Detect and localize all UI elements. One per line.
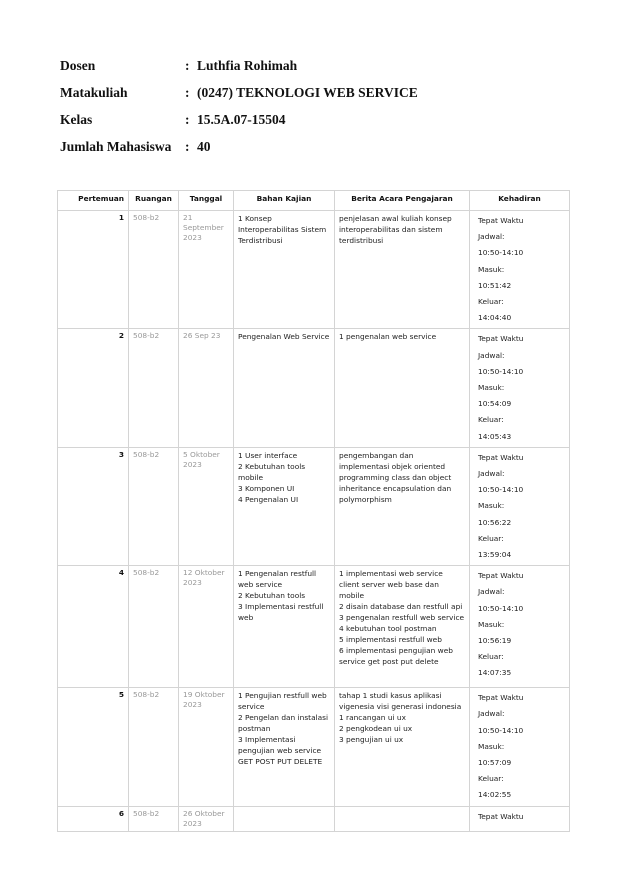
ruangan-cell: 508-b2 xyxy=(129,806,179,831)
kehadiran-status: Tepat Waktu xyxy=(478,452,524,462)
colon: : xyxy=(185,85,190,100)
bahan-kajian-cell: 1 Pengenalan restfull web service 2 Kebutuhan tools 3 Implementasi restfull web xyxy=(234,566,335,688)
kelas-label: Kelas xyxy=(60,112,93,127)
jumlah-mahasiswa-value: 40 xyxy=(197,139,211,154)
header-ruangan: Ruangan xyxy=(129,191,179,211)
pertemuan-number: 2 xyxy=(58,329,129,447)
masuk-value: 10:56:22 xyxy=(478,517,512,527)
dosen-value: Luthfia Rohimah xyxy=(197,58,298,73)
masuk-value: 10:54:09 xyxy=(478,399,512,409)
keluar-value: 14:04:40 xyxy=(478,313,512,323)
tanggal-cell: 26 Oktober 2023 xyxy=(179,806,234,831)
jadwal-value: 10:50-14:10 xyxy=(478,603,524,613)
masuk-label: Masuk: xyxy=(478,264,505,274)
masuk-label: Masuk: xyxy=(478,619,505,629)
keluar-value: 14:02:55 xyxy=(478,790,512,800)
kelas-value: 15.5A.07-15504 xyxy=(197,112,286,127)
pertemuan-number: 5 xyxy=(58,688,129,806)
kehadiran-status: Tepat Waktu xyxy=(478,216,524,225)
bahan-kajian-cell: Pengenalan Web Service xyxy=(234,329,335,447)
pertemuan-number: 3 xyxy=(58,447,129,565)
masuk-label: Masuk: xyxy=(478,383,505,393)
bahan-kajian-cell: 1 User interface 2 Kebutuhan tools mobile 3 Komponen UI 4 Pengenalan UI xyxy=(234,447,335,565)
pertemuan-number: 1 xyxy=(58,211,129,329)
dosen-label: Dosen xyxy=(60,58,96,73)
keluar-label: Keluar: xyxy=(478,415,504,425)
jumlah-mahasiswa-label: Jumlah Mahasiswa xyxy=(60,139,172,154)
colon: : xyxy=(185,139,190,154)
table-row xyxy=(58,447,570,565)
keluar-value: 14:05:43 xyxy=(478,431,512,441)
matakuliah-label: Matakuliah xyxy=(60,85,128,100)
kehadiran-cell xyxy=(470,211,570,329)
masuk-value: 10:56:19 xyxy=(478,636,512,646)
table-header-row xyxy=(58,191,570,211)
kehadiran-status: Tepat Waktu xyxy=(478,811,524,821)
jadwal-value: 10:50-14:10 xyxy=(478,485,524,495)
tanggal-cell: 26 Sep 23 xyxy=(179,329,234,447)
pertemuan-number: 4 xyxy=(58,566,129,688)
bahan-kajian-cell xyxy=(234,806,335,831)
kehadiran-cell xyxy=(470,329,570,447)
table-row xyxy=(58,688,570,806)
header-bahan-kajian: Bahan Kajian xyxy=(234,191,335,211)
berita-acara-cell: 1 implementasi web service client server web base dan mobile 2 disain database dan restfull api 3 pengenalan restfull web service 4 kebutuhan tool postman 5 implementasi restfull web 6 implementasi pengujian web service get post put delete xyxy=(335,566,470,688)
jadwal-value: 10:50-14:10 xyxy=(478,366,524,376)
keluar-label: Keluar: xyxy=(478,533,504,543)
jadwal-label: Jadwal: xyxy=(478,587,505,597)
keluar-label: Keluar: xyxy=(478,774,504,784)
berita-acara-cell: penjelasan awal kuliah konsep interoperabilitas dan sistem terdistribusi xyxy=(335,211,470,329)
keluar-value: 14:07:35 xyxy=(478,668,512,678)
header-tanggal: Tanggal xyxy=(179,191,234,211)
kehadiran-status: Tepat Waktu xyxy=(478,571,524,581)
ruangan-cell: 508-b2 xyxy=(129,688,179,806)
header-kehadiran: Kehadiran xyxy=(470,191,570,211)
ruangan-cell: 508-b2 xyxy=(129,329,179,447)
kehadiran-cell xyxy=(470,806,570,831)
masuk-label: Masuk: xyxy=(478,501,505,511)
masuk-value: 10:57:09 xyxy=(478,758,512,768)
kehadiran-cell xyxy=(470,566,570,688)
keluar-label: Keluar: xyxy=(478,652,504,662)
colon: : xyxy=(185,58,190,73)
attendance-table xyxy=(57,190,570,832)
tanggal-cell: 19 Oktober 2023 xyxy=(179,688,234,806)
kehadiran-status: Tepat Waktu xyxy=(478,334,524,344)
jadwal-label: Jadwal: xyxy=(478,709,505,719)
masuk-label: Masuk: xyxy=(478,741,505,751)
keluar-value: 13:59:04 xyxy=(478,550,512,560)
kehadiran-cell xyxy=(470,447,570,565)
ruangan-cell: 508-b2 xyxy=(129,447,179,565)
tanggal-cell: 5 Oktober 2023 xyxy=(179,447,234,565)
kehadiran-cell xyxy=(470,688,570,806)
berita-acara-cell: tahap 1 studi kasus aplikasi vigenesia visi generasi indonesia 1 rancangan ui ux 2 pengkodean ui ux 3 pengujian ui ux xyxy=(335,688,470,806)
tanggal-cell: 12 Oktober 2023 xyxy=(179,566,234,688)
tanggal-cell: 21 September 2023 xyxy=(179,211,234,329)
jadwal-label: Jadwal: xyxy=(478,232,505,242)
keluar-label: Keluar: xyxy=(478,297,504,307)
kehadiran-status: Tepat Waktu xyxy=(478,693,524,703)
header-pertemuan: Pertemuan xyxy=(58,191,129,211)
header-berita-acara: Berita Acara Pengajaran xyxy=(335,191,470,211)
table-row xyxy=(58,211,570,329)
berita-acara-cell xyxy=(335,806,470,831)
jadwal-label: Jadwal: xyxy=(478,350,505,360)
berita-acara-cell: 1 pengenalan web service xyxy=(335,329,470,447)
jadwal-label: Jadwal: xyxy=(478,469,505,479)
colon: : xyxy=(185,112,190,127)
bahan-kajian-cell: 1 Pengujian restfull web service 2 Pengelan dan instalasi postman 3 Implementasi pengujian web service GET POST PUT DELETE xyxy=(234,688,335,806)
ruangan-cell: 508-b2 xyxy=(129,566,179,688)
table-row xyxy=(58,329,570,447)
ruangan-cell: 508-b2 xyxy=(129,211,179,329)
jadwal-value: 10:50-14:10 xyxy=(478,248,524,258)
table-row xyxy=(58,806,570,831)
masuk-value: 10:51:42 xyxy=(478,280,512,290)
pertemuan-number: 6 xyxy=(58,806,129,831)
jadwal-value: 10:50-14:10 xyxy=(478,725,524,735)
bahan-kajian-cell: 1 Konsep Interoperabilitas Sistem Terdistribusi xyxy=(234,211,335,329)
matakuliah-value: (0247) TEKNOLOGI WEB SERVICE xyxy=(197,85,418,100)
table-row xyxy=(58,566,570,688)
berita-acara-cell: pengembangan dan implementasi objek oriented programming class dan object inheritance encapsulation dan polymorphism xyxy=(335,447,470,565)
